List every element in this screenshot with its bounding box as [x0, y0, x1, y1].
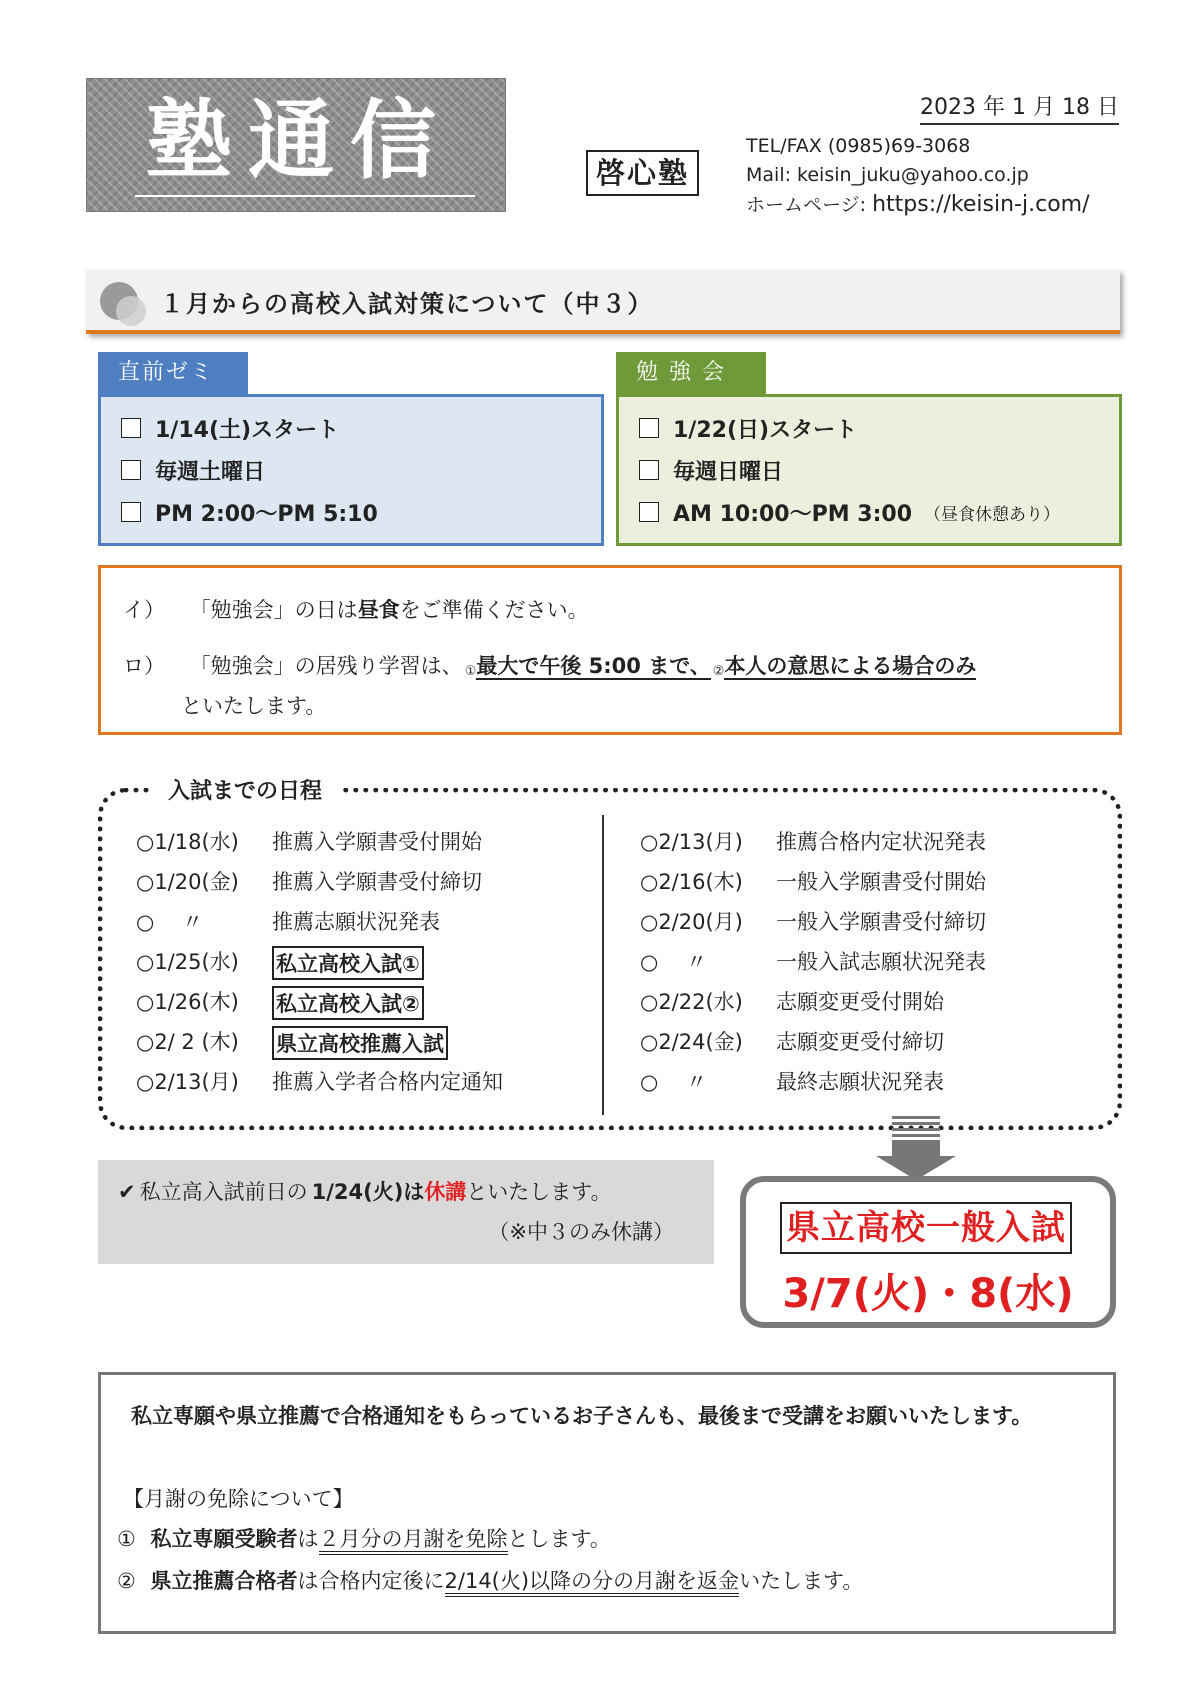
- schedule-event: 推薦合格内定状況発表: [776, 830, 986, 854]
- note-i: [123, 594, 589, 624]
- study-session-item-text: 1/22(日)スタート: [673, 417, 858, 443]
- exemption-item-num: ②: [117, 1569, 136, 1593]
- note-i-bold: 昼食: [357, 598, 400, 622]
- schedule-event: 一般入試志願状況発表: [776, 950, 986, 974]
- note-ro-underline1: 最大で午後 5:00 まで、: [476, 654, 711, 678]
- checkbox[interactable]: [121, 460, 141, 480]
- schedule-row-right: [640, 906, 986, 936]
- schedule-event: 推薦入学者合格内定通知: [272, 1070, 503, 1094]
- seminar-item: [121, 449, 581, 491]
- exemption-item-bold: 県立推薦合格者: [150, 1569, 298, 1593]
- schedule-event-highlight: 県立高校推薦入試: [272, 1026, 448, 1060]
- schedule-date: ○ 〃: [640, 950, 707, 974]
- schedule-row-left: [136, 1026, 448, 1060]
- exemption-item-bold: 私立専願受験者: [150, 1527, 298, 1551]
- note-ro-num2: ②: [712, 664, 725, 679]
- schedule-event: 推薦入学願書受付開始: [272, 830, 482, 854]
- closed-post: といたします。: [466, 1180, 612, 1204]
- checkbox[interactable]: [639, 460, 659, 480]
- schedule-row-right: [640, 866, 986, 896]
- newsletter-logo: [86, 78, 506, 212]
- schedule-date: ○2/13(月): [640, 830, 743, 854]
- circle-icon-overlay: [116, 296, 146, 326]
- checkbox[interactable]: [121, 502, 141, 522]
- exemption-item-mid: は合格内定後に: [297, 1569, 445, 1593]
- study-session-box: [616, 394, 1122, 546]
- schedule-title: 入試までの日程: [150, 774, 340, 805]
- closed-date: 1/24(火): [311, 1180, 404, 1204]
- schedule-divider: [602, 815, 604, 1115]
- schedule-row-left: [136, 906, 440, 936]
- schedule-date: ○2/13(月): [136, 1070, 239, 1094]
- schedule-date: ○ 〃: [136, 910, 203, 934]
- exam-title: 県立高校一般入試: [780, 1202, 1072, 1254]
- note-ro-underline2: 本人の意思による場合のみ: [724, 654, 977, 678]
- issue-date: 2023 年 1 月 18 日: [920, 90, 1119, 125]
- study-session-item: [639, 449, 1099, 491]
- schedule-row-left: [136, 946, 424, 980]
- tuition-exemption-box: [98, 1372, 1116, 1634]
- section-header: [86, 270, 1120, 334]
- homepage: [746, 190, 1090, 220]
- schedule-event: 志願変更受付締切: [776, 1030, 944, 1054]
- exemption-subtitle: 【月謝の免除について】: [123, 1487, 354, 1511]
- closed-notice-line: [118, 1176, 612, 1206]
- homepage-link[interactable]: https://keisin-j.com/: [872, 192, 1090, 217]
- note-ro-pre: 「勉強会」の居残り学習は、: [189, 654, 463, 678]
- exam-dates: 3/7(火)・8(水): [782, 1271, 1074, 1317]
- note-i-post: をご準備ください。: [399, 598, 589, 622]
- exemption-item: [117, 1565, 863, 1595]
- general-exam-box: [740, 1176, 1116, 1328]
- checkbox[interactable]: [639, 502, 659, 522]
- schedule-date: ○2/16(木): [640, 870, 743, 894]
- note-ro-continued: といたします。: [181, 694, 327, 718]
- exemption-item-underline: 2/14(火)以降の分の月謝を返金: [445, 1569, 740, 1597]
- schedule-event: 推薦入学願書受付締切: [272, 870, 482, 894]
- schedule-row-right: [640, 826, 986, 856]
- homepage-label: ホームページ:: [746, 194, 867, 216]
- exemption-item-post: いたします。: [739, 1569, 864, 1593]
- schedule-date: ○1/20(金): [136, 870, 239, 894]
- seminar-item-text: PM 2:00〜PM 5:10: [155, 501, 378, 527]
- study-session-tab: 勉 強 会: [616, 352, 766, 394]
- seminar-box: [98, 394, 604, 546]
- schedule-event: 最終志願状況発表: [776, 1070, 944, 1094]
- closed-wa: は: [403, 1180, 425, 1204]
- schedule-event: 一般入学願書受付締切: [776, 910, 986, 934]
- schedule-date: ○2/ 2 (木): [136, 1030, 239, 1054]
- study-session-item: [639, 491, 1099, 533]
- closed-red-label: 休講: [424, 1180, 467, 1204]
- schedule-row-left: [136, 866, 482, 896]
- lunch-break-note: （昼食休憩あり）: [924, 504, 1061, 525]
- schedule-event: 一般入学願書受付開始: [776, 870, 986, 894]
- schedule-row-right: [640, 1026, 944, 1056]
- note-ro-label: ロ）: [123, 654, 165, 678]
- schedule-date: ○2/24(金): [640, 1030, 743, 1054]
- study-session-item-text: 毎週日曜日: [673, 459, 784, 485]
- logo-title: 塾通信: [146, 90, 452, 191]
- seminar-item-text: 1/14(土)スタート: [155, 417, 340, 443]
- note-i-label: イ）: [123, 598, 165, 622]
- schedule-event-highlight: 私立高校入試①: [272, 946, 424, 980]
- note-ro-num1: ①: [464, 664, 477, 679]
- schedule-row-right: [640, 946, 986, 976]
- schedule-date: ○2/22(水): [640, 990, 743, 1014]
- schedule-event-highlight: 私立高校入試②: [272, 986, 424, 1020]
- schedule-date: ○2/20(月): [640, 910, 743, 934]
- checkmark-icon: ✔: [118, 1180, 136, 1204]
- logo-underline: [135, 195, 475, 197]
- exemption-item-mid: は: [297, 1527, 319, 1551]
- seminar-tab: 直前ゼミ: [98, 352, 248, 394]
- exemption-item-underline: ２月分の月謝を免除: [319, 1527, 508, 1555]
- study-session-item-text: AM 10:00〜PM 3:00: [673, 501, 913, 527]
- class-closed-notice: [98, 1160, 714, 1264]
- tel-fax: TEL/FAX (0985)69-3068: [746, 135, 971, 157]
- school-name-stamp: 啓心塾: [586, 150, 699, 196]
- schedule-event: 志願変更受付開始: [776, 990, 944, 1014]
- study-session-item: [639, 407, 1099, 449]
- exemption-item-post: とします。: [507, 1527, 611, 1551]
- schedule-date: ○1/18(水): [136, 830, 239, 854]
- schedule-row-left: [136, 826, 482, 856]
- attendance-message: 私立専願や県立推薦で合格通知をもらっているお子さんも、最後まで受講をお願いいたします。: [131, 1404, 1033, 1428]
- closed-notice-note: （※中３のみ休講）: [488, 1220, 674, 1244]
- schedule-row-left: [136, 1066, 503, 1096]
- arrow-down-icon-body: [892, 1140, 940, 1156]
- exemption-item: [117, 1523, 611, 1553]
- section-title: １月からの高校入試対策について（中３）: [160, 290, 654, 318]
- exemption-item-num: ①: [117, 1527, 136, 1551]
- schedule-event: 推薦志願状況発表: [272, 910, 440, 934]
- note-i-pre: 「勉強会」の日は: [189, 598, 358, 622]
- contact-info: [746, 132, 1090, 220]
- schedule-row-right: [640, 1066, 944, 1096]
- checkbox[interactable]: [639, 418, 659, 438]
- note-ro: [123, 650, 976, 680]
- seminar-item-text: 毎週土曜日: [155, 459, 266, 485]
- mail-address: Mail: keisin_juku@yahoo.co.jp: [746, 164, 1029, 186]
- schedule-date: ○1/25(水): [136, 950, 239, 974]
- closed-pre: 私立高入試前日の: [139, 1180, 308, 1204]
- seminar-item: [121, 407, 581, 449]
- schedule-date: ○ 〃: [640, 1070, 707, 1094]
- schedule-date: ○1/26(木): [136, 990, 239, 1014]
- schedule-row-left: [136, 986, 424, 1020]
- notes-box: [98, 565, 1122, 735]
- checkbox[interactable]: [121, 418, 141, 438]
- seminar-item: [121, 491, 581, 533]
- schedule-row-right: [640, 986, 944, 1016]
